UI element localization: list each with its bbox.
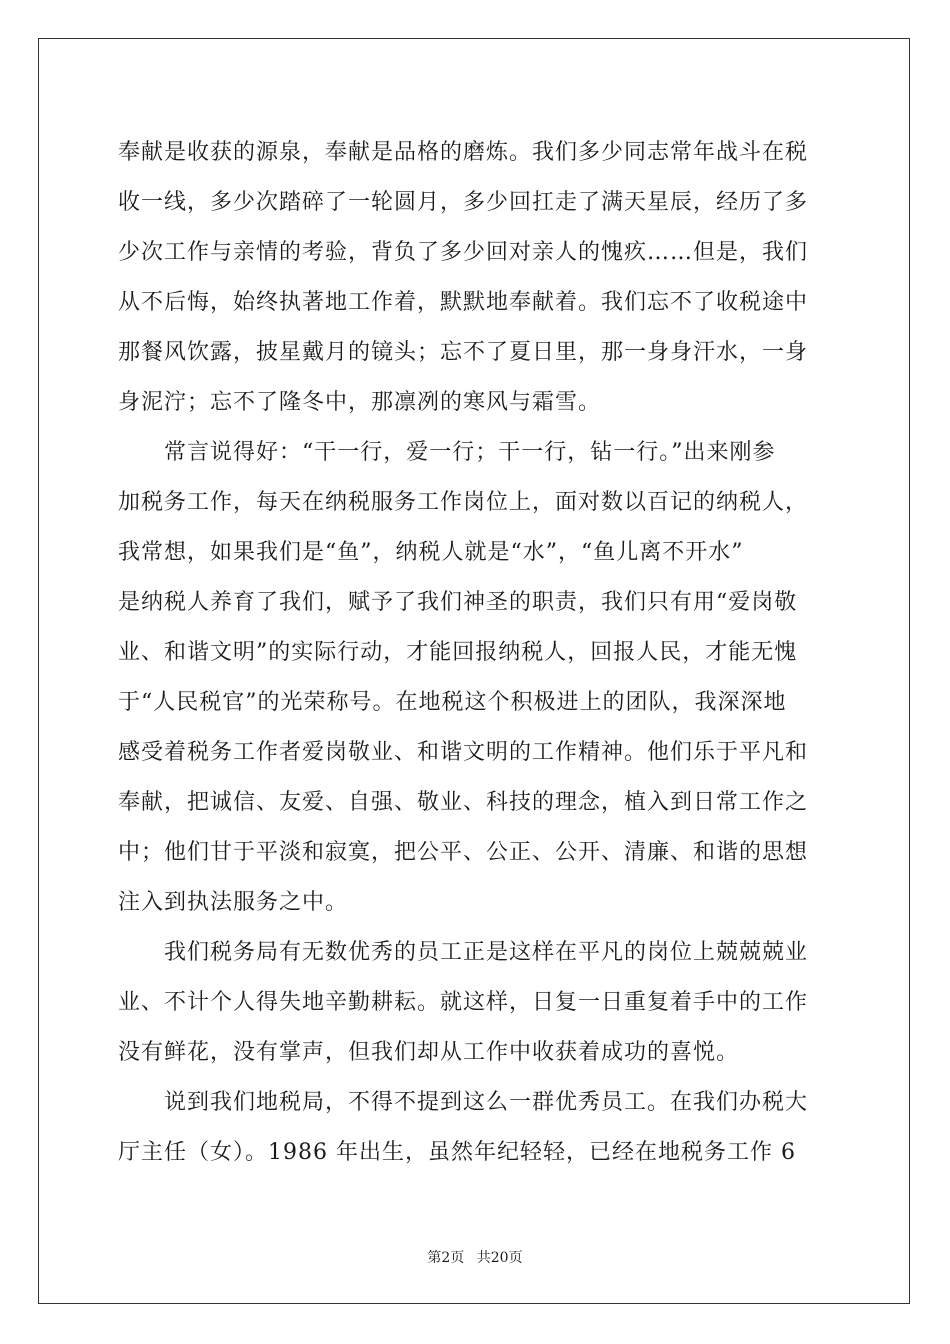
text-line: 说到我们地税局，不得不提到这么一群优秀员工。在我们办税大 — [118, 1090, 809, 1115]
text-line: 是纳税人养育了我们，赋予了我们神圣的职责，我们只有用“爱岗敬 — [118, 590, 798, 615]
page-total: 共20页 — [476, 1250, 523, 1266]
text-line: 那餐风饮露，披星戴月的镜头；忘不了夏日里，那一身身汗水，一身 — [118, 340, 809, 365]
text-line: 厅主任（女）。1986 年出生，虽然年纪轻轻，已经在地税务工作 6 — [118, 1140, 796, 1165]
text-line: 我们税务局有无数优秀的员工正是这样在平凡的岗位上兢兢兢业 — [118, 940, 809, 965]
text-line: 少次工作与亲情的考验，背负了多少回对亲人的愧疚……但是，我们 — [118, 240, 809, 265]
document-body — [118, 128, 834, 1178]
text-line: 身泥泞；忘不了隆冬中，那凛冽的寒风与霜雪。 — [118, 390, 602, 415]
text-line: 于“人民税官”的光荣称号。在地税这个积极进上的团队，我深深地 — [118, 690, 787, 715]
text-line: 业、和谐文明”的实际行动，才能回报纳税人，回报人民，才能无愧 — [118, 640, 798, 665]
text-line: 感受着税务工作者爱岗敬业、和谐文明的工作精神。他们乐于平凡和 — [118, 740, 809, 765]
text-line: 奉献，把诚信、友爱、自强、敬业、科技的理念，植入到日常工作之 — [118, 790, 809, 815]
text-line: 奉献是收获的源泉，奉献是品格的磨炼。我们多少同志常年战斗在税 — [118, 140, 809, 165]
text-line: 注入到执法服务之中。 — [118, 890, 349, 915]
text-line: 业、不计个人得失地辛勤耕耘。就这样，日复一日重复着手中的工作 — [118, 990, 809, 1015]
text-line: 没有鲜花，没有掌声，但我们却从工作中收获着成功的喜悦。 — [118, 1040, 740, 1065]
page-footer — [0, 1247, 950, 1267]
text-line: 常言说得好：“干一行，爱一行；干一行，钻一行。”出来刚参 — [118, 440, 776, 465]
text-line: 从不后悔，始终执著地工作着，默默地奉献着。我们忘不了收税途中 — [118, 290, 809, 315]
text-line: 收一线，多少次踏碎了一轮圆月，多少回扛走了满天星辰，经历了多 — [118, 190, 809, 215]
text-line: 加税务工作，每天在纳税服务工作岗位上，面对数以百记的纳税人， — [118, 490, 809, 515]
page-number: 第2页 — [427, 1250, 465, 1266]
text-line: 中；他们甘于平淡和寂寞，把公平、公正、公开、清廉、和谐的思想 — [118, 840, 809, 865]
text-line: 我常想，如果我们是“鱼”，纳税人就是“水”，“鱼儿离不开水” — [118, 540, 744, 565]
